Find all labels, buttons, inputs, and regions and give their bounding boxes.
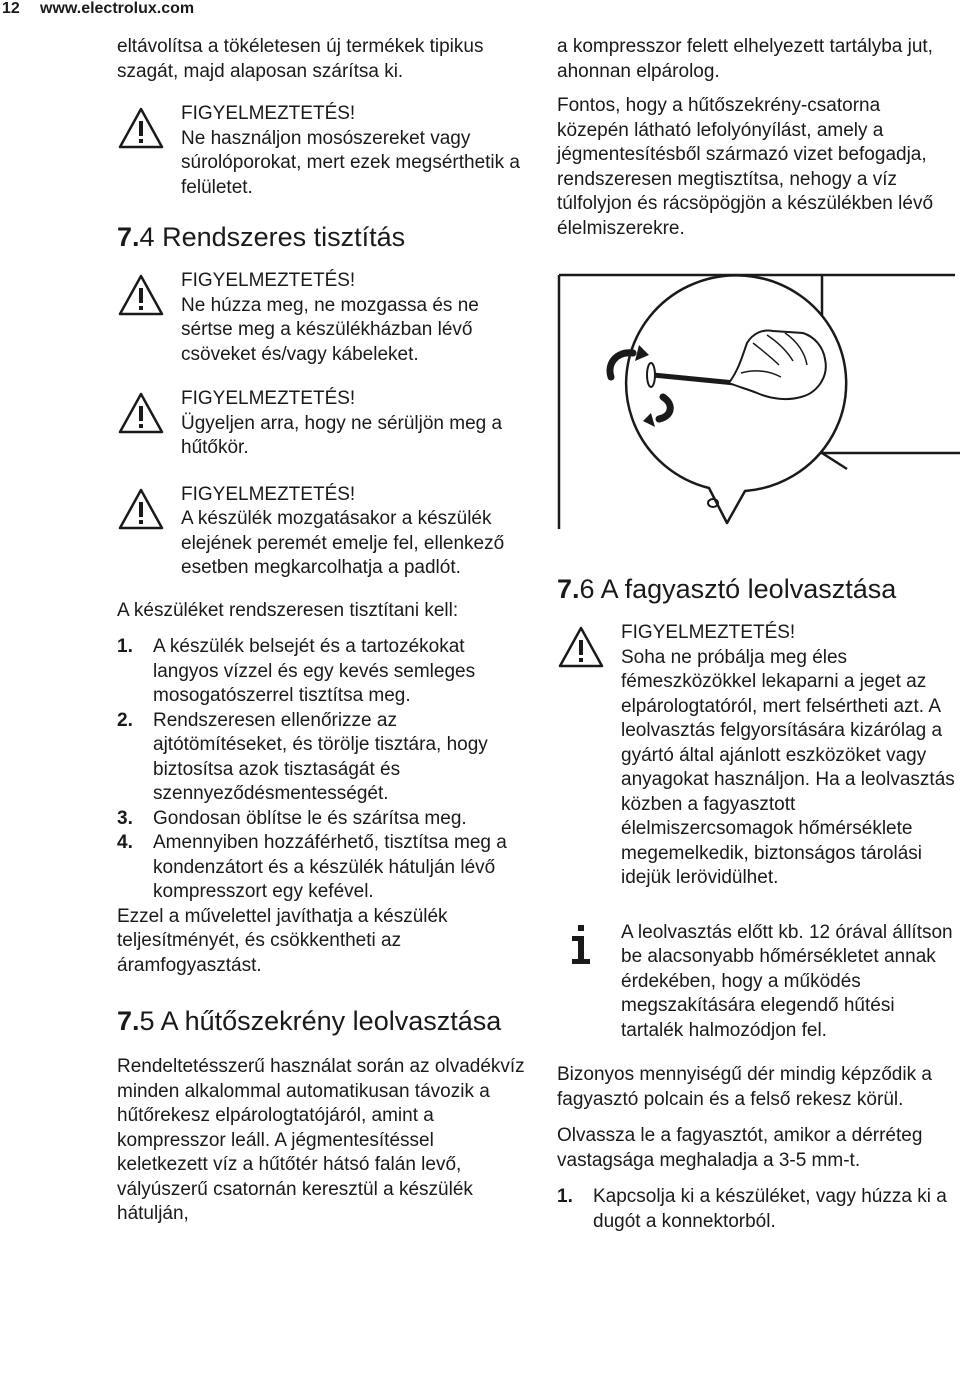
cleaning-intro: A készüléket rendszeresen tisztítani kell: (117, 599, 459, 621)
warning-block (117, 387, 527, 461)
section-subnumber: 6 (579, 574, 595, 604)
drain-cleaning-illustration (557, 273, 960, 531)
step-number: 2. (117, 709, 133, 731)
warning-title: FIGYELMEZTETÉS! (181, 483, 356, 505)
list-item (117, 635, 527, 709)
defrost-when-paragraph: Olvassza le a fagyasztót, amikor a dérréteg vastagsága meghaladja a 3-5 mm-t. (557, 1125, 923, 1171)
step-text: Kapcsolja ki a készüléket, vagy húzza ki a dugót a konnektorból. (593, 1186, 947, 1232)
step-text: Gondosan öblítse le és szárítsa meg. (153, 807, 467, 829)
warning-title: FIGYELMEZTETÉS! (621, 622, 796, 643)
frost-paragraph: Bizonyos mennyiségű dér mindig képződik a fagyasztó polcain és a felső rekesz körül. (557, 1064, 932, 1110)
warning-triangle-icon (557, 625, 605, 669)
warning-triangle-icon (117, 487, 165, 531)
info-block (557, 921, 957, 1044)
info-icon (557, 923, 605, 967)
list-item (117, 807, 527, 832)
warning-triangle-icon (117, 273, 165, 317)
after-steps-paragraph: Ezzel a művelettel javíthatja a készülék teljesítményét, és csökkentheti az áramfogyasztást. (117, 905, 448, 976)
warning-text: Ügyeljen arra, hogy ne sérüljön meg a hűtőkör. (181, 412, 503, 458)
info-text: A leolvasztás előtt kb. 12 órával állítson be alacsonyabb hőmérsékletet annak érdekében, hogy a működés megszakítására elegendő hűtési tartalék halmozódjon fel. (621, 921, 953, 1041)
warning-text: Soha ne próbálja meg éles fémeszközökkel lekaparni a jeget az elpárologtatóról, mert felsértheti azt. A leolvasztás felgyorsítására kizárólag a gyártó által ajánlott eszközöket vagy anyagokat használjon. Ha a leolvasztás közben a fagyasztott élelmiszercsomagok hőmérséklete megemelkedik, biztonságos tárolási idejük lerövidülhet. (621, 646, 955, 888)
warning-text: Ne használjon mosószereket vagy súrolóporokat, mert ezek megsérthetik a felületet. (181, 127, 520, 198)
section-heading-7-6 (557, 574, 957, 605)
continued-paragraph: a kompresszor felett elhelyezett tartályba jut, ahonnan elpárolog. (557, 36, 933, 82)
section-number: 7. (557, 574, 580, 604)
warning-block (557, 621, 957, 891)
section-subnumber: 4 (139, 222, 155, 252)
warning-triangle-icon (117, 391, 165, 435)
list-item (117, 831, 527, 905)
warning-block (117, 269, 527, 367)
list-item (557, 1185, 957, 1234)
warning-title: FIGYELMEZTETÉS! (181, 388, 356, 409)
left-column (117, 35, 527, 1241)
step-number: 1. (557, 1186, 573, 1207)
right-column (557, 35, 957, 1234)
section-title: Rendszeres tisztítás (154, 222, 406, 252)
list-item (117, 709, 527, 807)
step-number: 3. (117, 807, 133, 829)
section-title: A fagyasztó leolvasztása (594, 574, 897, 604)
step-text: Amennyiben hozzáférhető, tisztítsa meg a kondenzátort és a készülék hátulján lévő kompresszort egy kefével. (153, 832, 507, 902)
header-url: www.electrolux.com (40, 0, 195, 17)
section-number: 7. (117, 1006, 140, 1036)
section-heading-7-4 (117, 222, 527, 253)
warning-text: Ne húzza meg, ne mozgassa és ne sértse meg a készülékházban lévő csöveket és/vagy kábeleket. (181, 294, 479, 365)
step-text: A készülék belsejét és a tartozékokat langyos vízzel és egy kevés semleges mosogatószerrel tisztítsa meg. (153, 636, 476, 706)
section-heading-7-5 (117, 1006, 527, 1037)
page-number: 12 (2, 0, 20, 17)
warning-block (117, 483, 527, 581)
defrost-steps (557, 1185, 957, 1234)
section-number: 7. (117, 222, 140, 252)
warning-title: FIGYELMEZTETÉS! (181, 103, 356, 124)
step-text: Rendszeresen ellenőrizze az ajtótömítéseket, és törölje tisztára, hogy biztosítsa azok tisztaságát és szennyeződésmentességét. (153, 709, 488, 804)
magnifier-circle (626, 275, 846, 523)
warning-text: A készülék mozgatásakor a készülék elejének peremét emelje fel, ellenkező esetben megkarcolhatja a padlót. (181, 508, 505, 578)
warning-block (117, 102, 527, 200)
step-number: 1. (117, 636, 133, 657)
section-title: A hűtőszekrény leolvasztása (154, 1006, 502, 1036)
warning-triangle-icon (117, 106, 165, 150)
defrost-paragraph: Rendeltetésszerű használat során az olvadékvíz minden alkalommal automatikusan távozik a hűtőrekesz elpárologtatójáról, amint a kompresszor leáll. A jégmentesítéssel keletkezett víz a hűtőtér hátsó falán levő, vályúszerű csatornán keresztül a készülék hátulján, (117, 1056, 525, 1224)
intro-paragraph: eltávolítsa a tökéletesen új termékek tipikus szagát, majd alaposan szárítsa ki. (117, 36, 484, 82)
section-subnumber: 5 (139, 1006, 155, 1036)
warning-title: FIGYELMEZTETÉS! (181, 270, 356, 291)
cleaning-steps (117, 635, 527, 905)
drain-paragraph: Fontos, hogy a hűtőszekrény-csatorna közepén látható lefolyónyílást, amely a jégmentesítésből származó vizet befogadja, rendszeresen megtisztítsa, nehogy a víz túlfolyjon és rácsöpögjön a készülékben lévő élelmiszerekre. (557, 95, 934, 239)
step-number: 4. (117, 832, 133, 853)
